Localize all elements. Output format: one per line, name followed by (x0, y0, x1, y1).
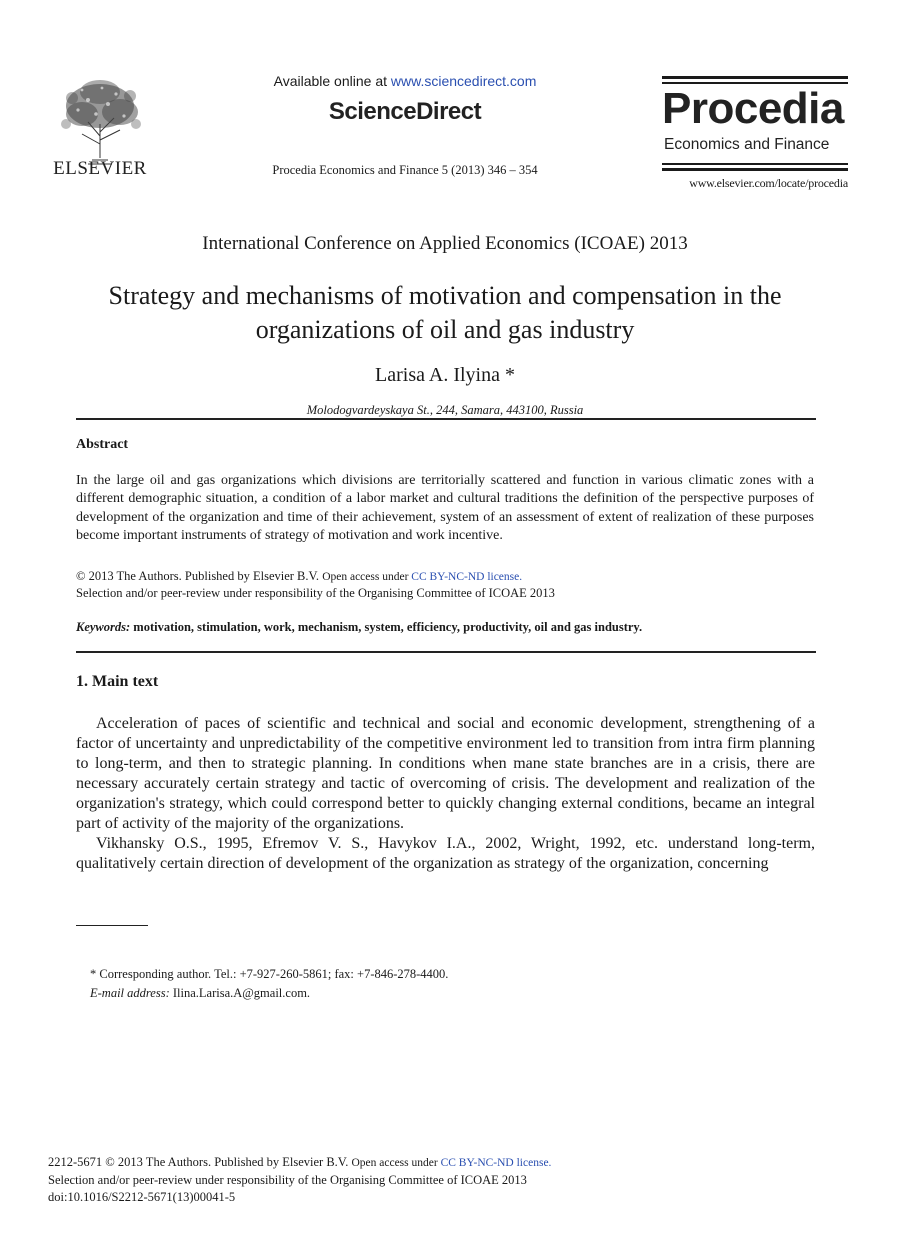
paragraph-text: Acceleration of paces of scientific and technical and social and economic development, strengthening of a factor of uncertainty and unpredictability of the competitive environment led to transition from intra firm planning to long-term, and then to strategic planning. In conditions when mane state branches are in a crisis, there are necessary accurately certain strategy and tactic of overcoming of crisis. The development and realization of the organization's strategy, which could correspond better to quickly changing external conditions, became an integral part of activity of the majority of the organizations. (76, 715, 815, 832)
open-access-text: Open access under (322, 571, 412, 583)
journal-reference: Procedia Economics and Finance 5 (2013) 346 – 354 (272, 163, 538, 177)
procedia-subtitle: Economics and Finance (664, 136, 830, 153)
email-label: E-mail address: (90, 986, 170, 1000)
footer-copyright: 2212-5671 © 2013 The Authors. Published by Elsevier B.V. (48, 1155, 352, 1169)
copyright-line (76, 568, 814, 585)
sciencedirect-title: ScienceDirect (328, 98, 482, 125)
corresponding-author-note: * Corresponding author. Tel.: +7-927-260-5861; fax: +7-846-278-4400. (90, 967, 449, 981)
available-online-line (230, 73, 580, 89)
conference-name: International Conference on Applied Economics (ICOAE) 2013 (202, 233, 688, 254)
rule-below-keywords (76, 651, 816, 653)
footer-issn-line (48, 1154, 848, 1172)
paper-title (40, 279, 850, 347)
keywords-list: motivation, stimulation, work, mechanism, system, efficiency, productivity, oil and gas industry. (133, 620, 643, 634)
title-line-2: organizations of oil and gas industry (255, 315, 635, 344)
author-affiliation: Molodogvardeyskaya St., 244, Samara, 443100, Russia (306, 403, 584, 417)
license-link[interactable]: CC BY-NC-ND license. (411, 571, 523, 583)
copyright-prefix: © 2013 The Authors. Published by Elsevier B.V. (76, 569, 323, 583)
email-address: Ilina.Larisa.A@gmail.com. (169, 986, 311, 1000)
title-line-1: Strategy and mechanisms of motivation and compensation in the (108, 281, 782, 310)
copyright-block (76, 568, 814, 601)
rule-above-abstract (76, 418, 816, 420)
paragraph-text: Vikhansky O.S., 1995, Efremov V. S., Havykov I.A., 2002, Wright, 1992, etc. understand long-term, qualitatively certain direction of development of the organization as strategy of the organization, concerning (76, 835, 815, 872)
footer-open-access: Open access under (351, 1157, 441, 1169)
keywords-line (76, 620, 814, 635)
abstract-text: In the large oil and gas organizations which divisions are territorially scattered and function in various climatic zones with a different demographic situation, a condition of a labor market and cultural traditions the definition of the perspective purposes of development of the organization and time of their achievement, system of an assessment of extent of realization of these purposes become important instruments of strategy of motivation and work incentive. (76, 473, 814, 544)
main-paragraph-2 (76, 834, 815, 874)
procedia-logo-text: Procedia (662, 84, 844, 133)
section-heading: 1. Main text (76, 673, 159, 690)
sciencedirect-link[interactable]: www.sciencedirect.com (390, 73, 537, 89)
page-footer (48, 1154, 848, 1206)
email-note (90, 986, 310, 1001)
available-prefix: Available online at (273, 73, 391, 89)
peer-review-note: Selection and/or peer-review under responsibility of the Organising Committee of ICOAE 2013 (76, 586, 555, 600)
author-name: Larisa A. Ilyina * (375, 364, 515, 386)
footer-review-note: Selection and/or peer-review under responsibility of the Organising Committee of ICOAE 2013 (48, 1173, 527, 1187)
elsevier-wordmark: ELSEVIER (53, 158, 147, 179)
footnote-rule (76, 925, 148, 926)
keywords-label: Keywords: (76, 620, 131, 634)
procedia-rule-bottom-thin (662, 163, 848, 165)
abstract-heading: Abstract (76, 437, 129, 452)
footer-license-link[interactable]: CC BY-NC-ND license. (440, 1157, 552, 1169)
procedia-rule-top-thick (662, 76, 848, 79)
footer-doi: doi:10.1016/S2212-5671(13)00041-5 (48, 1190, 236, 1204)
procedia-rule-bottom-thick (662, 168, 848, 171)
main-paragraph-1 (76, 714, 815, 834)
procedia-url-link[interactable]: www.elsevier.com/locate/procedia (689, 176, 848, 190)
